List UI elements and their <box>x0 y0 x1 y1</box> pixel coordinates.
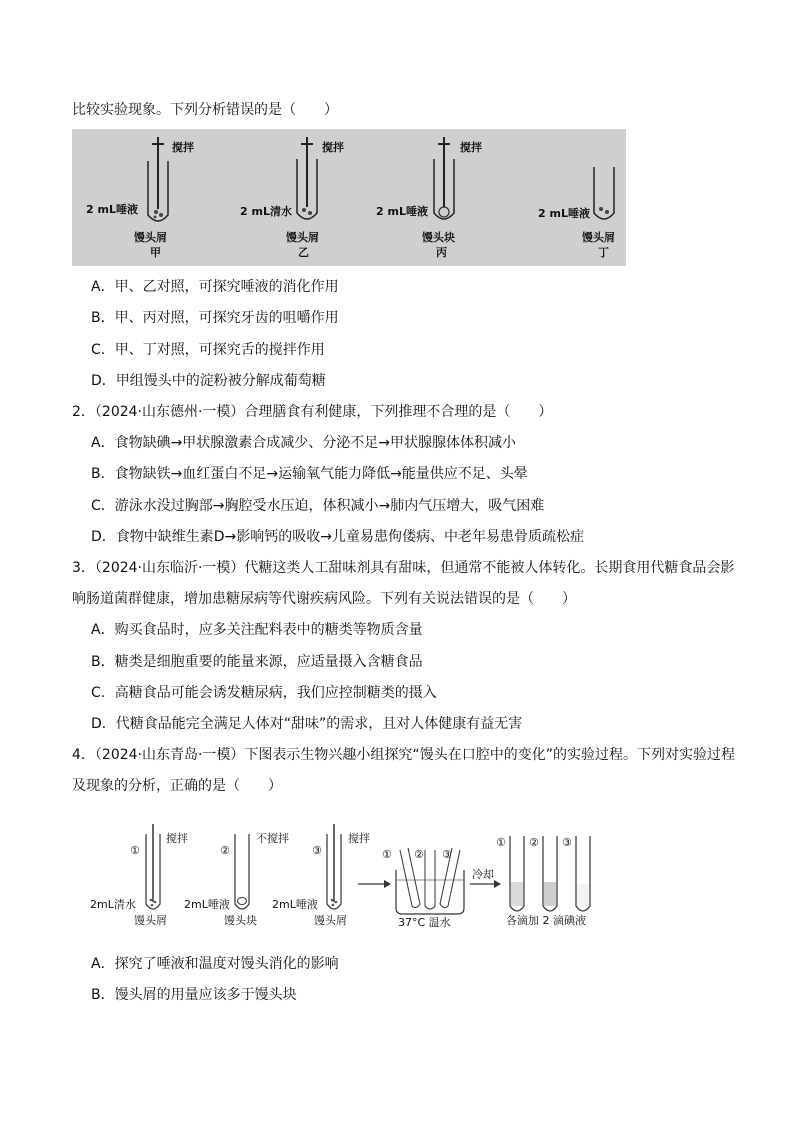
q4-figure <box>86 822 616 932</box>
q4-tube-action: 不搅拌 <box>256 832 289 845</box>
q4-tube-liquid: 2mL唾液 <box>272 898 318 911</box>
q4-tube-2 <box>184 831 289 927</box>
q2-option-b: B．食物缺铁→血红蛋白不足→运输氧气能力降低→能量供应不足、头晕 <box>91 466 528 482</box>
q1-option-c: C．甲、丁对照，可探究舌的搅拌作用 <box>91 342 325 358</box>
q1-tube-jia <box>86 137 194 259</box>
q1-tube-food: 馒头屑 <box>582 231 615 244</box>
q1-tube-ding <box>538 167 615 259</box>
q1-tube-liquid: 2 mL清水 <box>240 205 292 218</box>
q1-tube-name: 丙 <box>436 246 447 259</box>
q1-tube-name: 乙 <box>298 246 309 259</box>
q4-tube-liquid: 2mL清水 <box>90 898 136 911</box>
q1-tube-liquid: 2 mL唾液 <box>376 205 428 218</box>
q4-tube-num: ③ <box>312 844 322 857</box>
q4-tube-food: 馒头屑 <box>134 914 167 927</box>
q1-tube-food: 馒头屑 <box>286 231 319 244</box>
q4-final-num: ② <box>529 836 539 849</box>
q1-option-d: D．甲组馒头中的淀粉被分解成葡萄糖 <box>91 373 326 389</box>
q3-option-b: B．糖类是细胞重要的能量来源，应适量摄入含糖食品 <box>91 654 423 670</box>
q1-stir-label: 搅拌 <box>172 141 194 154</box>
q1-tube-yi <box>240 137 344 259</box>
q4-stem-line2: 及现象的分析，正确的是（ ） <box>72 778 282 794</box>
q4-arrow-cool <box>470 867 501 888</box>
q3-stem-line1: 3．（2024·山东临沂·一模）代糖这类人工甜味剂具有甜味，但通常不能被人体转化。长期食用代糖食品会影 <box>72 560 735 576</box>
q4-arrow-to-bath <box>358 880 391 888</box>
q4-tube-1 <box>90 824 188 927</box>
q2-option-c: C．游泳水没过胸部→胸腔受水压迫，体积减小→肺内气压增大，吸气困难 <box>91 498 545 514</box>
q4-tube-food: 馒头屑 <box>314 914 347 927</box>
q3-option-c: C．高糖食品可能会诱发糖尿病，我们应控制糖类的摄入 <box>91 685 437 701</box>
q3-stem-line2: 响肠道菌群健康，增加患糖尿病等代谢疾病风险。下列有关说法错误的是（ ） <box>72 591 576 607</box>
q4-tube-action: 搅拌 <box>166 832 188 845</box>
q4-tube-food: 馒头块 <box>224 914 257 927</box>
q4-tube-num: ① <box>130 844 140 857</box>
q1-tube-liquid: 2 mL唾液 <box>86 203 138 216</box>
q4-bath-num: ③ <box>442 848 452 861</box>
q1-tube-name: 甲 <box>150 246 161 259</box>
q4-tube-liquid: 2mL唾液 <box>184 898 230 911</box>
q4-option-a: A．探究了唾液和温度对馒头消化的影响 <box>91 956 339 972</box>
q1-stir-label: 搅拌 <box>460 141 482 154</box>
q4-tube-action: 搅拌 <box>348 832 370 845</box>
q4-option-b: B．馒头屑的用量应该多于馒头块 <box>91 987 297 1003</box>
q1-tube-bing <box>376 137 482 259</box>
q4-bath-num: ① <box>382 848 392 861</box>
q2-option-d: D．食物中缺维生素D→影响钙的吸收→儿童易患佝偻病、中老年易患骨质疏松症 <box>91 529 585 545</box>
q1-figure <box>72 129 626 266</box>
q3-option-d: D．代糖食品能完全满足人体对“甜味”的需求，且对人体健康有益无害 <box>91 716 523 732</box>
q4-figure-svg <box>86 822 616 932</box>
q4-final-tubes <box>496 836 590 927</box>
q4-final-num: ③ <box>562 836 572 849</box>
q4-final-label: 各滴加 2 滴碘液 <box>506 914 586 927</box>
q3-option-a: A．购买食品时，应多关注配料表中的糖类等物质含量 <box>91 622 423 638</box>
q2-option-a: A．食物缺碘→甲状腺激素合成减少、分泌不足→甲状腺腺体体积减小 <box>91 435 517 451</box>
q4-final-num: ① <box>496 836 506 849</box>
q2-stem: 2．（2024·山东德州·一模）合理膳食有利健康，下列推理不合理的是（ ） <box>72 404 553 420</box>
q4-tube-num: ② <box>220 844 230 857</box>
q1-option-b: B．甲、丙对照，可探究牙齿的咀嚼作用 <box>91 310 339 326</box>
q1-stem: 比较实验现象。下列分析错误的是（ ） <box>72 102 338 118</box>
q1-tube-food: 馒头屑 <box>134 231 167 244</box>
q4-stem-line1: 4．（2024·山东青岛·一模）下图表示生物兴趣小组探究“馒头在口腔中的变化”的实验过程。下列对实验过程 <box>72 747 735 763</box>
q4-cool-label: 冷却 <box>472 868 494 881</box>
q1-option-a: A．甲、乙对照，可探究唾液的消化作用 <box>91 279 339 295</box>
q4-water-bath <box>382 848 464 929</box>
q1-figure-svg <box>72 129 626 266</box>
q1-tube-food: 馒头块 <box>422 231 455 244</box>
q1-stir-label: 搅拌 <box>322 141 344 154</box>
q1-tube-name: 丁 <box>598 246 609 259</box>
q4-bath-label: 37°C 温水 <box>398 916 451 929</box>
q1-tube-liquid: 2 mL唾液 <box>538 207 590 220</box>
q4-bath-num: ② <box>414 848 424 861</box>
